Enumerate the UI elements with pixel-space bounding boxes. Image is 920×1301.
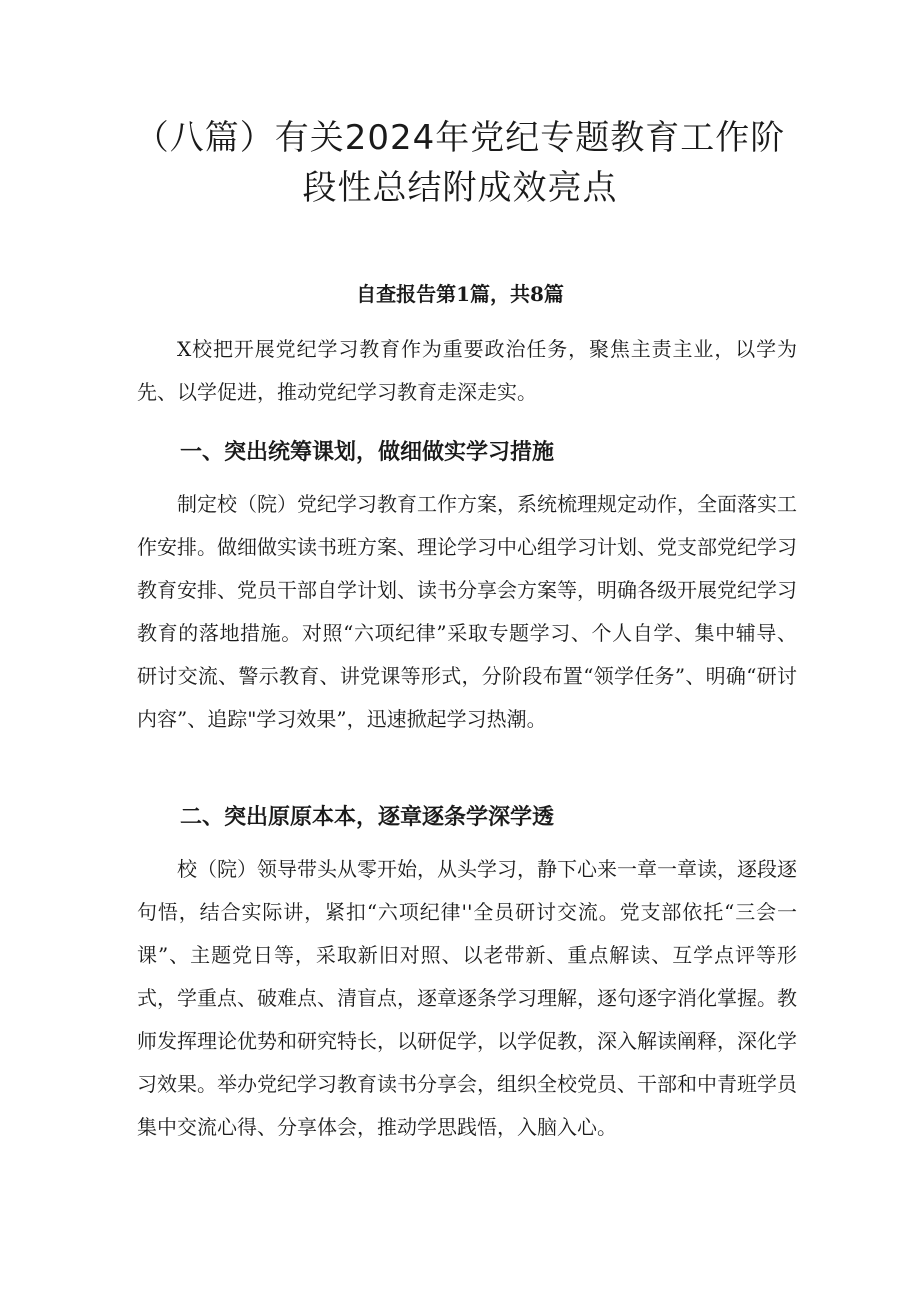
section-1-body: 制定校（院）党纪学习教育工作方案，系统梳理规定动作，全面落实工作安排。做细做实读书班方案、理论学习中心组学习计划、党支部党纪学习教育安排、党员干部自学计划、读书分享会方案等，明确各级开展党纪学习教育的落地措施。对照“六项纪律”采取专题学习、个人自学、集中辅导、研讨交流、警示教育、讲党课等形式，分阶段布置“领学任务”、明确“研讨内容”、追踪"学习效果”，迅速掀起学习热潮。 (137, 492, 797, 731)
section-2-body: 校（院）领导带头从零开始，从头学习，静下心来一章一章读，逐段逐句悟，结合实际讲，紧扣“六项纪律''全员研讨交流。党支部依托“三会一课”、主题党日等，采取新旧对照、以老带新、重点解读、互学点评等形式，学重点、破难点、清盲点，逐章逐条学习理解，逐句逐字消化掌握。教师发挥理论优势和研究特长，以研促学，以学促教，深入解读阐释，深化学习效果。举办党纪学习教育读书分享会，组织全校党员、干部和中青班学员集中交流心得、分享体会，推动学思践悟，入脑入心。 (137, 857, 797, 1139)
document-title-line-1: （八篇）有关2024年党纪专题教育工作阶 (134, 118, 786, 158)
section-2-heading: 二、突出原原本本，逐章逐条学深学透 (180, 805, 555, 830)
document-title-line-2: 段性总结附成效亮点 (302, 168, 618, 208)
intro-paragraph: X校把开展党纪学习教育作为重要政治任务，聚焦主责主业，以学为先、以学促进，推动党纪学习教育走深走实。 (137, 337, 797, 404)
document-subtitle: 自查报告第1篇，共8篇 (356, 282, 564, 306)
section-1-heading: 一、突出统筹课划，做细做实学习措施 (180, 440, 555, 465)
